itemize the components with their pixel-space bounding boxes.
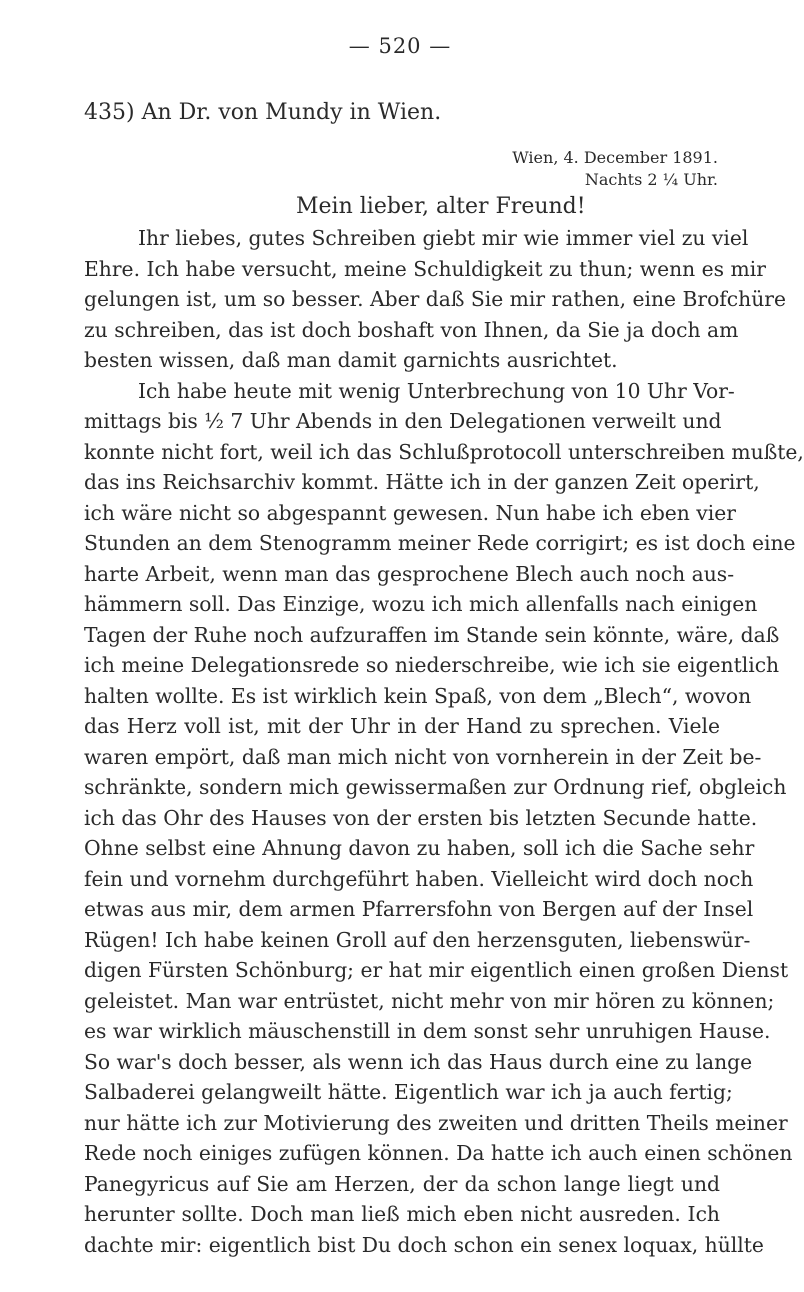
text-line: ich das Ohr des Hauses von der ersten bis letzten Secunde hatte. (84, 805, 758, 830)
page-number: — 520 — (348, 34, 452, 58)
text-line: Stunden an dem Stenogramm meiner Rede corrigirt; es ist doch eine (84, 531, 796, 555)
text-line: ich wäre nicht so abgespannt gewesen. Nun habe ich eben vier (84, 500, 736, 525)
text-line: Rede noch einiges zufügen können. Da hatte ich auch einen schönen (84, 1141, 793, 1165)
text-line: es war wirklich mäuschenstill in dem sonst sehr unruhigen Hause. (84, 1019, 771, 1043)
text-line: konnte nicht fort, weil ich das Schlußprotocoll unterschreiben mußte, (84, 439, 804, 464)
text-line: dachte mir: eigentlich bist Du doch schon ein senex loquax, hüllte (84, 1232, 764, 1257)
text-line: das ins Reichsarchiv kommt. Hätte ich in der ganzen Zeit operirt, (84, 470, 760, 494)
text-line: ich meine Delegationsrede so niederschreibe, wie ich sie eigentlich (84, 653, 780, 677)
text-line: Panegyricus auf Sie am Herzen, der da schon lange liegt und (84, 1171, 720, 1196)
text-line: Ihr liebes, gutes Schreiben giebt mir wie immer viel zu viel (138, 226, 749, 250)
text-line: fein und vornehm durchgeführt haben. Vielleicht wird doch noch (84, 866, 754, 891)
dateline-place-date: Wien, 4. December 1891. (512, 148, 718, 167)
text-line: Ehre. Ich habe versucht, meine Schuldigkeit zu thun; wenn es mir (84, 256, 766, 281)
text-line: Tagen der Ruhe noch aufzuraffen im Stande sein könnte, wäre, daß (84, 622, 780, 647)
text-line: harte Arbeit, wenn man das gesprochene Blech auch noch aus- (84, 561, 735, 586)
text-line: gelungen ist, um so besser. Aber daß Sie mir rathen, eine Brofchüre (84, 287, 786, 311)
text-line: digen Fürsten Schönburg; er hat mir eigentlich einen großen Dienst (84, 958, 789, 982)
text-line: mittags bis ½ 7 Uhr Abends in den Delegationen verweilt und (84, 409, 722, 433)
text-line: Salbaderei gelangweilt hätte. Eigentlich war ich ja auch fertig; (84, 1080, 733, 1104)
text-line: zu schreiben, das ist doch boshaft von Ihnen, da Sie ja doch am (84, 317, 739, 342)
letter-heading: 435) An Dr. von Mundy in Wien. (84, 100, 442, 125)
text-line: schränkte, sondern mich gewissermaßen zur Ordnung rief, obgleich (84, 775, 787, 799)
text-line: das Herz voll ist, mit der Uhr in der Hand zu sprechen. Viele (84, 714, 720, 738)
text-line: geleistet. Man war entrüstet, nicht mehr von mir hören zu können; (84, 988, 775, 1013)
text-line: Rügen! Ich habe keinen Groll auf den herzensguten, liebenswür- (84, 927, 751, 952)
text-line: Ich habe heute mit wenig Unterbrechung von 10 Uhr Vor- (138, 378, 735, 403)
letter-body (84, 223, 804, 1260)
text-line: So war's doch besser, als wenn ich das Haus durch eine zu lange (84, 1049, 753, 1074)
text-line: hämmern soll. Das Einzige, wozu ich mich allenfalls nach einigen (84, 592, 758, 616)
text-line: nur hätte ich zur Motivierung des zweiten und dritten Theils meiner (84, 1110, 788, 1135)
text-line: besten wissen, daß man damit garnichts ausrichtet. (84, 348, 618, 372)
text-line: etwas aus mir, dem armen Pfarrersfohn von Bergen auf der Insel (84, 897, 754, 921)
text-line: herunter sollte. Doch man ließ mich eben nicht ausreden. Ich (84, 1202, 720, 1226)
salutation: Mein lieber, alter Freund! (296, 194, 586, 219)
text-line: Ohne selbst eine Ahnung davon zu haben, soll ich die Sache sehr (84, 836, 755, 860)
text-line: halten wollte. Es ist wirklich kein Spaß, von dem „Blech“, wovon (84, 683, 752, 708)
text-line: waren empört, daß man mich nicht von vornherein in der Zeit be- (84, 744, 762, 769)
dateline-time: Nachts 2 ¼ Uhr. (584, 170, 718, 189)
